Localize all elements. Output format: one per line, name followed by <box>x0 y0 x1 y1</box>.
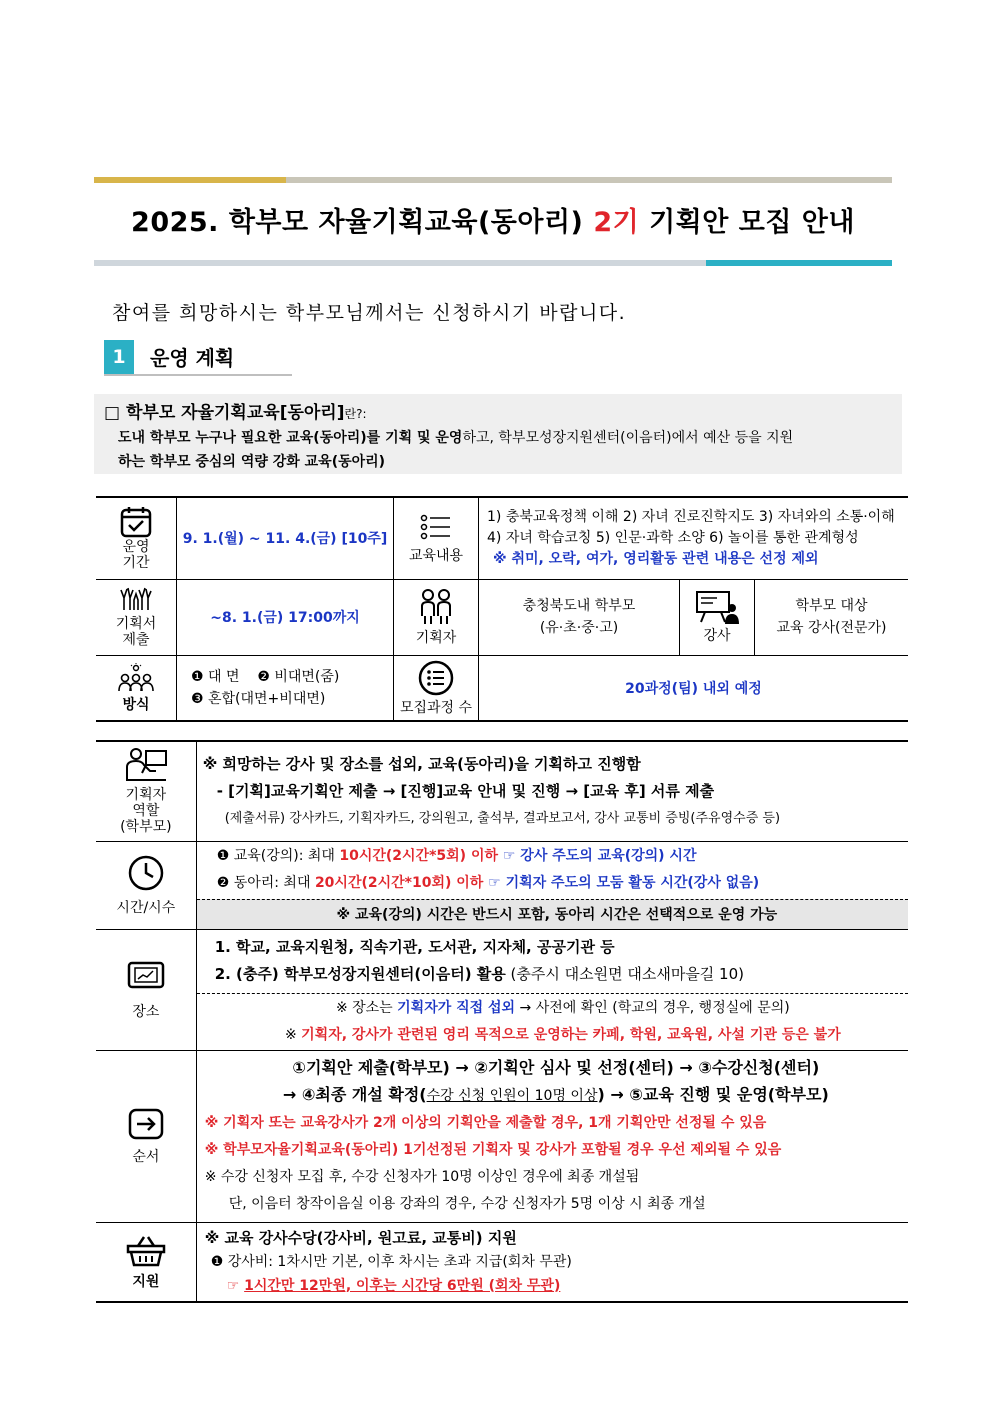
intro-text: 참여를 희망하시는 학부모님께서는 신청하시기 바랍니다. <box>112 302 627 324</box>
top-bar-gray <box>286 177 892 183</box>
period-header-cell <box>96 497 177 579</box>
time-club-label: ❷ 동아리: 최대 <box>216 875 315 891</box>
definition-text-end: 하는 학부모 중심의 역량 강화 교육(동아리) <box>118 454 386 470</box>
bottom-bar-teal <box>706 260 892 266</box>
presenter-icon <box>695 590 739 624</box>
content-exclusion-note: ※ 취미, 오락, 여가, 영리활동 관련 내용은 선정 제외 <box>493 550 819 567</box>
planner-value-cell <box>479 579 680 655</box>
top-bar-gold <box>94 177 286 183</box>
idea-group-icon <box>117 663 155 693</box>
method-option-3: ❸ 혼합(대면+비대면) <box>191 690 326 707</box>
time-note: ※ 교육(강의) 시간은 반드시 포함, 동아리 시간은 선택적으로 운영 가능 <box>196 899 908 929</box>
content-line-1: 1) 충북교육정책 이해 2) 자녀 진로진학지도 3) 자녀와의 소통·이해 <box>487 508 895 525</box>
method-option-1: ❶ 대 면 <box>191 668 240 685</box>
order-step-4: → ④최종 개설 확정( <box>282 1085 427 1104</box>
order-header-cell <box>96 1050 196 1222</box>
time-header-cell <box>96 841 196 929</box>
place-note-rest: → 사전에 확인 (학교의 경우, 행정실에 문의) <box>515 999 790 1016</box>
support-value-cell <box>196 1222 908 1302</box>
definition-heading-text: □ 학부모 자율기획교육[동아리] <box>104 403 345 423</box>
definition-heading-suffix: 란?: <box>344 407 367 421</box>
title-text: 2025. 학부모 자율기획교육(동아리) <box>131 207 594 238</box>
support-line-3 <box>205 1274 907 1298</box>
role-label-3: (학부모) <box>120 819 172 836</box>
order-note-1: ※ 기획자 또는 교육강사가 2개 이상의 기획안을 제출할 경우, 1개 기획안만 선정될 수 있음 <box>204 1115 767 1131</box>
place-line-2 <box>215 961 907 988</box>
definition-text <box>118 426 898 474</box>
monitor-chart-icon <box>126 960 166 992</box>
place-note-2-text: 기획자, 강사가 관련된 영리 목적으로 운영하는 카페, 학원, 교육원, 사설 기관 등은 불가 <box>301 1026 841 1043</box>
place-note-prefix: ※ 장소는 <box>335 999 398 1016</box>
planner-line-1: 충청북도내 학부모 <box>522 598 636 614</box>
page-title <box>94 200 892 239</box>
definition-heading <box>104 398 367 423</box>
arrow-right-icon <box>127 1107 165 1141</box>
role-label-2: 역할 <box>132 803 160 820</box>
time-lecture-label: ❶ 교육(강의): 최대 <box>216 848 340 864</box>
place-value-cell <box>196 929 908 993</box>
definition-text-bold: 도내 학부모 누구나 필요한 교육(동아리)를 기획 및 운영 <box>118 430 463 446</box>
planner-header-cell <box>394 579 479 655</box>
title-highlight: 2기 <box>593 207 640 238</box>
place-line-1: 1. 학교, 교육지원청, 직속기관, 도서관, 지자체, 공공기관 등 <box>214 938 615 956</box>
lecturer-label: 강사 <box>703 628 731 644</box>
method-value-cell <box>177 655 394 721</box>
support-line-2: ❶ 강사비: 1차시만 기본, 이후 차시는 초과 지급(회차 무관) <box>210 1253 572 1270</box>
content-label: 교육내용 <box>408 548 464 565</box>
place-note-highlight: 기획자가 직접 섭외 <box>397 999 516 1016</box>
calendar-check-icon <box>119 505 153 539</box>
role-header-cell <box>96 741 196 841</box>
place-center-name: 2. (충주) 학부모성장지원센터(이음터) 활용 <box>214 965 506 983</box>
order-note-4: 단, 이음터 창작이음실 이용 강좌의 경우, 수강 신청자가 5명 이상 시 최종 개설 <box>228 1196 706 1212</box>
place-note-2-prefix: ※ <box>284 1026 302 1043</box>
time-line-1 <box>217 843 907 870</box>
order-step-5: ) → ⑤교육 진행 및 운영(학부모) <box>597 1085 829 1104</box>
list-icon <box>419 512 453 542</box>
place-note-1 <box>219 995 907 1022</box>
role-label: 기획자 <box>125 787 167 804</box>
clock-icon <box>127 854 165 892</box>
details-table <box>96 740 908 1303</box>
support-pointer: ☞ <box>226 1277 245 1294</box>
lecturer-header-cell <box>680 579 755 655</box>
count-value: 20과정(팀) 내외 예정 <box>479 655 909 721</box>
method-label: 방식 <box>122 696 150 713</box>
section-title: 운영 계획 <box>150 346 235 370</box>
period-value: 9. 1.(월) ~ 11. 4.(금) [10주] <box>177 497 394 579</box>
bottom-bar-light <box>94 260 706 266</box>
definition-box <box>94 394 902 474</box>
time-label: 시간/시수 <box>116 900 176 916</box>
content-header-cell <box>394 497 479 579</box>
basket-icon <box>126 1234 166 1268</box>
time-club-limit: 20시간(2시간*10회) 이하 <box>314 875 484 891</box>
time-club-note: ☞ 기획자 주도의 모둠 활동 시간(강사 없음) <box>483 875 760 891</box>
place-label: 장소 <box>132 1003 160 1020</box>
period-label-2: 기간 <box>122 555 150 572</box>
submit-label: 기획서 <box>115 616 157 632</box>
section-heading <box>104 340 292 376</box>
raised-hands-icon <box>118 586 154 612</box>
planner-label: 기획자 <box>415 630 457 646</box>
planner-line-2: (유·초·중·고) <box>539 620 619 636</box>
time-lecture-note: ☞ 강사 주도의 교육(강의) 시간 <box>498 848 697 864</box>
role-line-1: ※ 희망하는 강사 및 장소를 섭외, 교육(동아리)을 기획하고 진행함 <box>202 754 641 773</box>
content-line-2: 4) 자녀 학습코칭 5) 인문·과학 소양 6) 놀이를 통한 관계형성 <box>487 529 859 546</box>
lecturer-line-2: 교육 강사(전문가) <box>776 620 887 636</box>
support-header-cell <box>96 1222 196 1302</box>
laptop-person-icon <box>124 747 168 783</box>
title-text-end: 기획안 모집 안내 <box>639 207 855 238</box>
order-step-4-condition: 수강 신청 인원이 10명 이상 <box>426 1088 598 1104</box>
support-rate: 1시간만 12만원, 이후는 시간당 6만원 (회차 무관) <box>244 1277 561 1294</box>
list-circle-icon <box>418 660 454 696</box>
order-step-line-1: ①기획안 제출(학부모) → ②기획안 심사 및 선정(센터) → ③수강신청(센터) <box>292 1058 820 1077</box>
time-line-2 <box>217 870 907 897</box>
count-header-cell <box>394 655 479 721</box>
submit-label-2: 제출 <box>122 632 150 648</box>
submit-value: ~8. 1.(금) 17:00까지 <box>177 579 394 655</box>
time-value-cell <box>196 841 908 899</box>
lecturer-value-cell <box>755 579 909 655</box>
submit-header-cell <box>96 579 177 655</box>
time-lecture-limit: 10시간(2시간*5회) 이하 <box>339 848 498 864</box>
support-line-1: ※ 교육 강사수당(강사비, 원고료, 교통비) 지원 <box>204 1228 517 1247</box>
support-label: 지원 <box>132 1273 160 1290</box>
method-option-2: ❷ 비대면(줌) <box>257 668 340 685</box>
order-value-cell <box>196 1050 908 1222</box>
section-number: 1 <box>104 340 134 374</box>
role-value-cell <box>196 741 908 841</box>
definition-text-normal: 하고, 학부모성장지원센터(이음터)에서 예산 등을 지원 <box>462 430 794 446</box>
place-note-2 <box>219 1022 907 1049</box>
order-step-line-2 <box>205 1081 907 1110</box>
method-header-cell <box>96 655 177 721</box>
order-note-2: ※ 학부모자율기획교육(동아리) 1기선정된 기획자 및 강사가 포함될 경우 우선 제외될 수 있음 <box>204 1142 782 1158</box>
place-notes-cell <box>196 993 908 1050</box>
period-label: 운영 <box>122 539 150 556</box>
content-value-cell <box>479 497 909 579</box>
count-label: 모집과정 수 <box>399 699 473 716</box>
order-note-3: ※ 수강 신청자 모집 후, 수강 신청자가 10명 이상인 경우에 최종 개설됨 <box>204 1169 640 1185</box>
overview-table <box>96 496 908 722</box>
role-line-3: (제출서류) 강사카드, 기획자카드, 강의원고, 출석부, 결과보고서, 강사 교통비 증빙(주유영수증 등) <box>224 810 781 826</box>
place-header-cell <box>96 929 196 1050</box>
people-icon <box>419 588 453 626</box>
role-line-2: - [기획]교육기획안 제출 → [진행]교육 안내 및 진행 → [교육 후] 서류 제출 <box>216 781 715 800</box>
place-center-address: (충주시 대소원면 대소새마을길 10) <box>505 965 745 983</box>
lecturer-line-1: 학부모 대상 <box>795 598 868 614</box>
order-label: 순서 <box>132 1149 160 1165</box>
